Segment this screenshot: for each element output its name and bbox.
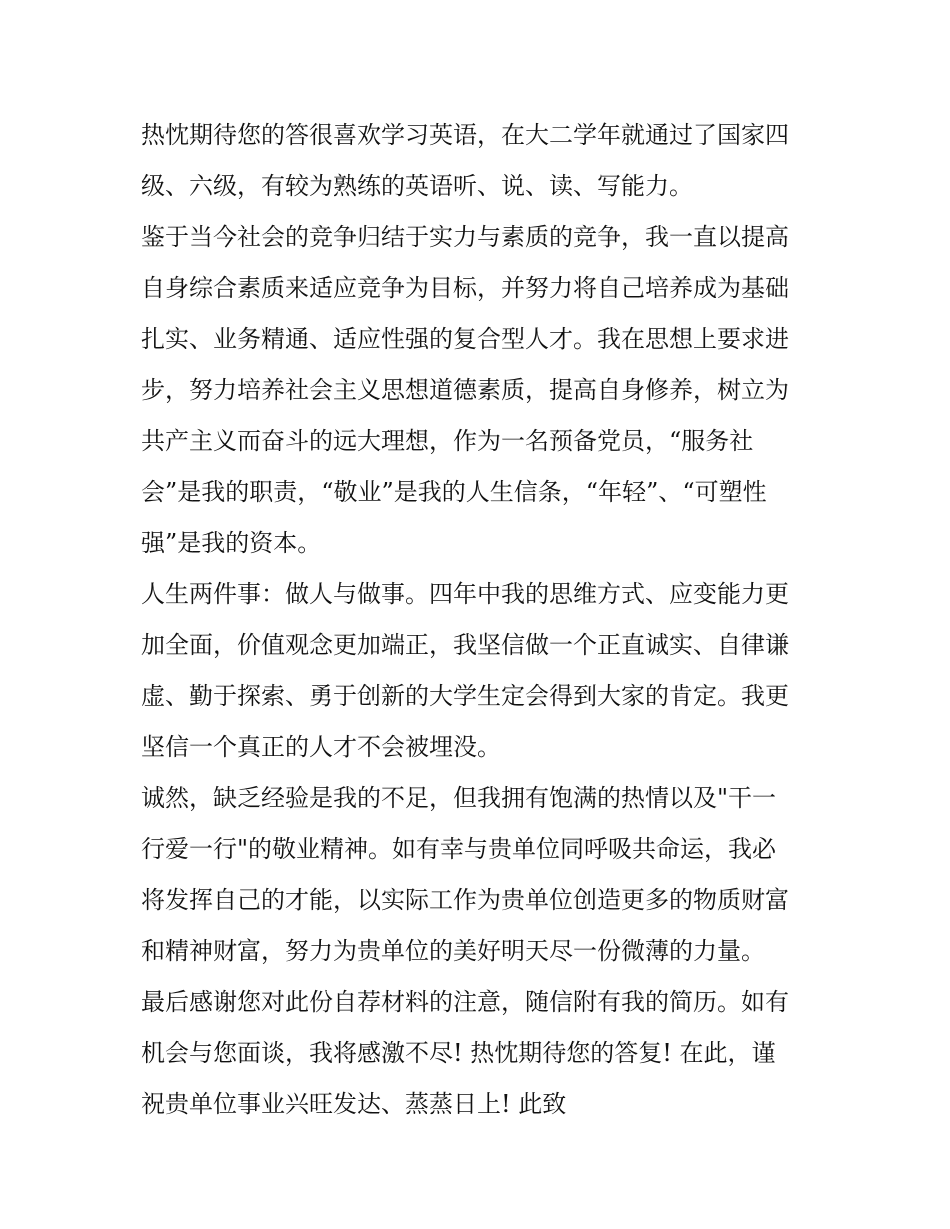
text-line: 扎实、业务精通、适应性强的复合型人才。我在思想上要求进 [141,325,789,353]
text-line: 和精神财富，努力为贵单位的美好明天尽一份微薄的力量。 [141,937,765,965]
text-line: 祝贵单位事业兴旺发达、蒸蒸日上! 此致 [141,1090,567,1118]
text-line: 强”是我的资本。 [141,529,322,557]
text-line: 人生两件事：做人与做事。四年中我的思维方式、应变能力更 [141,580,789,608]
text-line: 会”是我的职责，“敬业”是我的人生信条，“年轻”、“可塑性 [141,478,767,506]
text-line: 级、六级，有较为熟练的英语听、说、读、写能力。 [141,172,693,200]
text-line: 将发挥自己的才能，以实际工作为贵单位创造更多的物质财富 [141,886,789,914]
text-line: 加全面，价值观念更加端正，我坚信做一个正直诚实、自律谦 [141,631,789,659]
text-line: 机会与您面谈，我将感激不尽! 热忱期待您的答复! 在此，谨 [141,1039,776,1067]
letter-body [141,110,821,1130]
text-line: 诚然，缺乏经验是我的不足，但我拥有饱满的热情以及"干一 [141,784,777,812]
text-line: 鉴于当今社会的竞争归结于实力与素质的竞争，我一直以提高 [141,223,789,251]
text-line: 最后感谢您对此份自荐材料的注意，随信附有我的简历。如有 [141,988,789,1016]
text-line: 共产主义而奋斗的远大理想，作为一名预备党员，“服务社 [141,427,754,455]
text-line: 步，努力培养社会主义思想道德素质，提高自身修养，树立为 [141,376,789,404]
text-line: 坚信一个真正的人才不会被埋没。 [141,733,501,761]
text-line: 行爱一行"的敬业精神。如有幸与贵单位同呼吸共命运，我必 [141,835,777,863]
text-line: 虚、勤于探索、勇于创新的大学生定会得到大家的肯定。我更 [141,682,789,710]
text-line: 自身综合素质来适应竞争为目标，并努力将自己培养成为基础 [141,274,789,302]
text-line: 热忱期待您的答很喜欢学习英语，在大二学年就通过了国家四 [141,121,789,149]
